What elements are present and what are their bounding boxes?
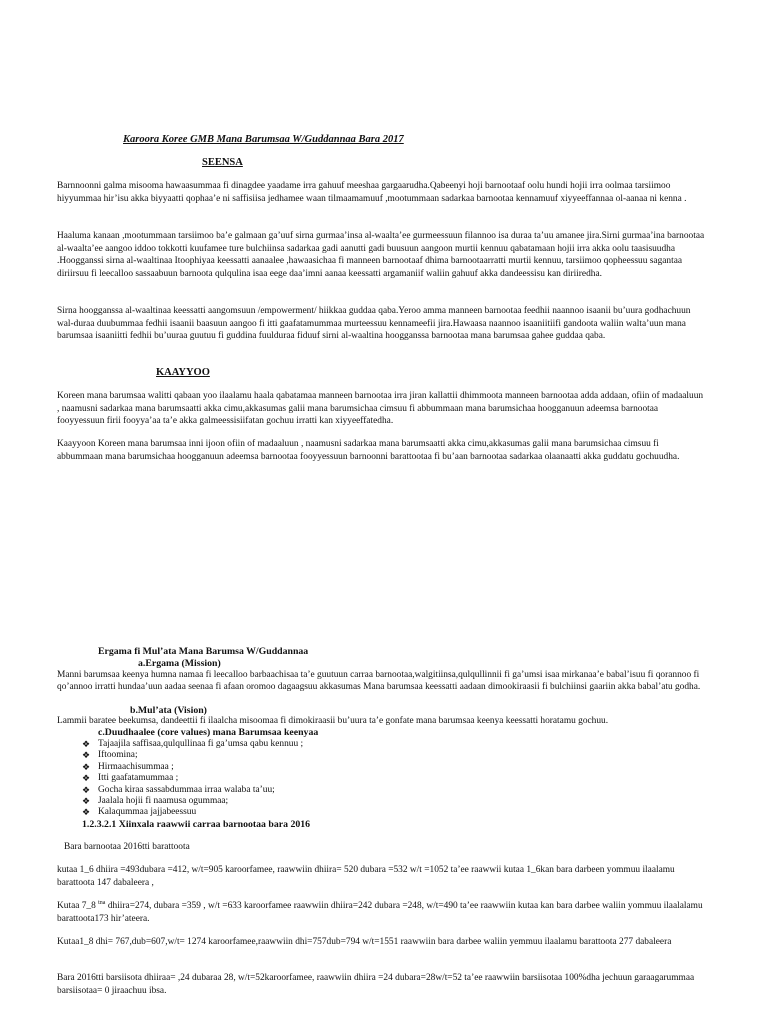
list-item: ❖ Gocha kiraa sassabdummaa irraa walaba ta’uu; xyxy=(82,784,275,795)
diamond-bullet-icon: ❖ xyxy=(82,807,91,818)
stat-paragraph-3: Kutaa1_8 dhi= 767,dub=607,w/t= 1274 karoorfamee,raawwiin dhi=757dub=794 w/t=1551 raawwiin bara darbee waliin yemmuu ilaalamu barattoota 277 dabaleera xyxy=(57,937,672,947)
diamond-bullet-icon: ❖ xyxy=(82,784,91,795)
mulata-subheading: b.Mul’ata (Vision) xyxy=(130,705,207,716)
document-title: Karoora Koree GMB Mana Barumsaa W/Guddannaa Bara 2017 xyxy=(123,134,404,145)
diamond-bullet-icon: ❖ xyxy=(82,796,91,807)
bara-line: Bara barnootaa 2016tti barattoota xyxy=(64,842,190,852)
stat-paragraph-1: kutaa 1_6 dhiira =493dubara =412, w/t=905 karoorfamee, raawwiin dhiira= 520 dubara =532 w/t =1052 ta’ee raawwii kutaa 1_6kan bara darbeen yommuu ilaalamu barattoota 147 dabaleera , xyxy=(57,865,675,888)
ergama-mulata-heading: Ergama fi Mul’ata Mana Barumsa W/Guddannaa xyxy=(98,646,309,657)
list-item: ❖ Tajaajila saffisaa,qulqullinaa fi ga’umsa qabu kennuu ; xyxy=(82,739,304,749)
stat-paragraph-4: Bara 2016tti barsiisota dhiiraa= ,24 dubaraa 28, w/t=52karoorfamee, raawwiin dhiira =24 dubara=28w/t=52 ta’ee raawwiin barsiisotaa 100%dha jechuun garaagarummaa barsiisotaa= 0 jiraachuu ibsa. xyxy=(57,973,695,996)
kaayyoo-heading: KAAYYOO xyxy=(156,367,210,378)
seensa-paragraph-3: Sirna hoogganssa al-waaltinaa keessatti aangomsuun /empowerment/ hiikkaa guddaa qaba.Yeroo amma manneen barnootaa feedhii naannoo isaanii bu’uura godhachuun wal-duraa duubummaa fedhii isaanii baasuun aangoo fi itti gaafatamummaa murteessuu kennameefii jira.Hawaasa naannoo isaaniitiifi gandoota waliin walta’uun mana barumsaa isaaniitti fedhii bu’uuraa guutuu fi guddina fuulduraa fiduuf sirni al-waaltina hoogganssa barnootaa mana barumsaa gahee guddaa qaba. xyxy=(57,306,691,342)
list-item: ❖ Hirmaachisummaa ; xyxy=(82,761,174,772)
diamond-bullet-icon: ❖ xyxy=(82,761,91,772)
core-values-list xyxy=(82,739,303,819)
section-heading: 1.2.3.2.1 Xiinxala raawwii carraa barnootaa bara 2016 xyxy=(82,819,311,830)
seensa-paragraph-1: Barnnoonni galma misooma hawaasummaa fi dinagdee yaadame irra gahuuf meeshaa gargaarudha.Qabeenyi hoji barnootaaf oolu hundi hojii irra oolmaa tarsiimoo hiyyummaa hir’isu akka biyyaatti qophaa’e ni saffisiisa jedhamee waan tilmaamamuuf ,mootummaan sadarkaa barnootaa kennamuuf xiyyeeffannaa ol-aanaa ni kenna . xyxy=(57,181,687,204)
ergama-text: Manni barumsaa keenya humna namaa fi leecalloo barbaachisaa ta’e guutuun carraa barnootaa,walgitiinsa,qulqullinnii fi ga’umsi isaa mirkanaa’e babal’isuu fi qorannoo fi qo’annoo irratti hundaa’uun aadaa seenaa fi afaan oromoo dagaagsuu akkasumas Mana barumsaa keessatti aadaan dimookiraasii fi bulchiinsi gaariin akka babal’atu godha. xyxy=(57,670,701,692)
seensa-paragraph-2: Haaluma kanaan ,mootummaan tarsiimoo ba’e galmaan ga’uuf sirna gurmaa’insa al-waalta’ee gurmeessuun filannoo isa duraa ta’uu amanee jira.Sirni gurmaa’ina barnootaa al-waalta’ee aangoo iddoo tokkotti kuufamee ture bulchiinsa sadarkaa gadi aanutti gadi buusuun aangoon murtii kennuu qabatamaan hojii irra akka oolu taasisuudha .Hoogganssi sirna al-waaltinaa Itoophiyaa keessatti aanaalee ,hawaasichaa fi manneen barnootaaf dhima barnootaarratti murtii kennuu, tarsiimoo qopheessuu sagantaa diriirsuu fi leecalloo sassaabuun barnoota qulqulina isaa eege daa’imni aanaa keessatti argamaniif waliin gahuuf akka dandeessisu kan diriiredha. xyxy=(57,231,705,279)
kaayyoo-paragraph-2: Kaayyoon Koreen mana barumsaa inni ijoon ofiin of madaaluun , naamusni sadarkaa mana barumsaatti akka cimu,akkasumas galii mana barumsichaa cimsuu fi abbummaan mana barumsichaa hoogganuun adeemsa barnootaa fooyyessuun barnoonni barattootaa fi bu’aan barnootaa sadarkaa olaanaatti akka guddatu gochuudha. xyxy=(57,439,680,462)
diamond-bullet-icon: ❖ xyxy=(82,773,91,784)
list-item: ❖ Iftoomina; xyxy=(82,750,138,761)
stat-paragraph-2: Kutaa 7_8 $^{tna}$ dhiira=274, dubara =359 , w/t =633 karoorfamee raawwiin dhiira=242 dubara =248, w/t=490 ta’ee raawwiin kutaa kan bara darbee waliin yommuu ilaalalamu barattoota173 hir’ateera. xyxy=(57,899,703,924)
list-item: ❖ Kalaqummaa jajjabeessuu xyxy=(82,807,197,818)
mulata-text: Lammii baratee beekumsa, dandeettii fi ilaalcha misoomaa fi dimokiraasii bu’uura ta’e gonfate mana barumsaa keenya keessatti horatamu gochuu. xyxy=(57,716,609,726)
list-item: ❖ Itti gaafatamummaa ; xyxy=(82,773,179,784)
diamond-bullet-icon: ❖ xyxy=(82,739,91,749)
seensa-heading: SEENSA xyxy=(202,157,243,168)
list-item: ❖ Jaalala hojii fi naamusa ogummaa; xyxy=(82,796,229,807)
diamond-bullet-icon: ❖ xyxy=(82,750,91,761)
kaayyoo-paragraph-1: Koreen mana barumsaa walitti qabaan yoo ilaalamu haala qabatamaa manneen barnootaa irra jiran kallattii dhimmoota manneen barnootaa adda addaan, ofiin of madaaluun , naamusni sadarkaa mana barumsaatti akka cimu,akkasumas galii mana barumsichaa cimsuu fi abbummaan mana barumsichaa hoogganuun adeemsa barnootaa fooyyessuun firii fooyya’aa ta’e akka galmeessisiifatan gochuu irratti kan xiyyeeffatedha. xyxy=(57,391,704,427)
values-subheading: c.Duudhaalee (core values) mana Barumsaa keenyaa xyxy=(98,727,319,738)
ergama-subheading: a.Ergama (Mission) xyxy=(138,658,221,669)
